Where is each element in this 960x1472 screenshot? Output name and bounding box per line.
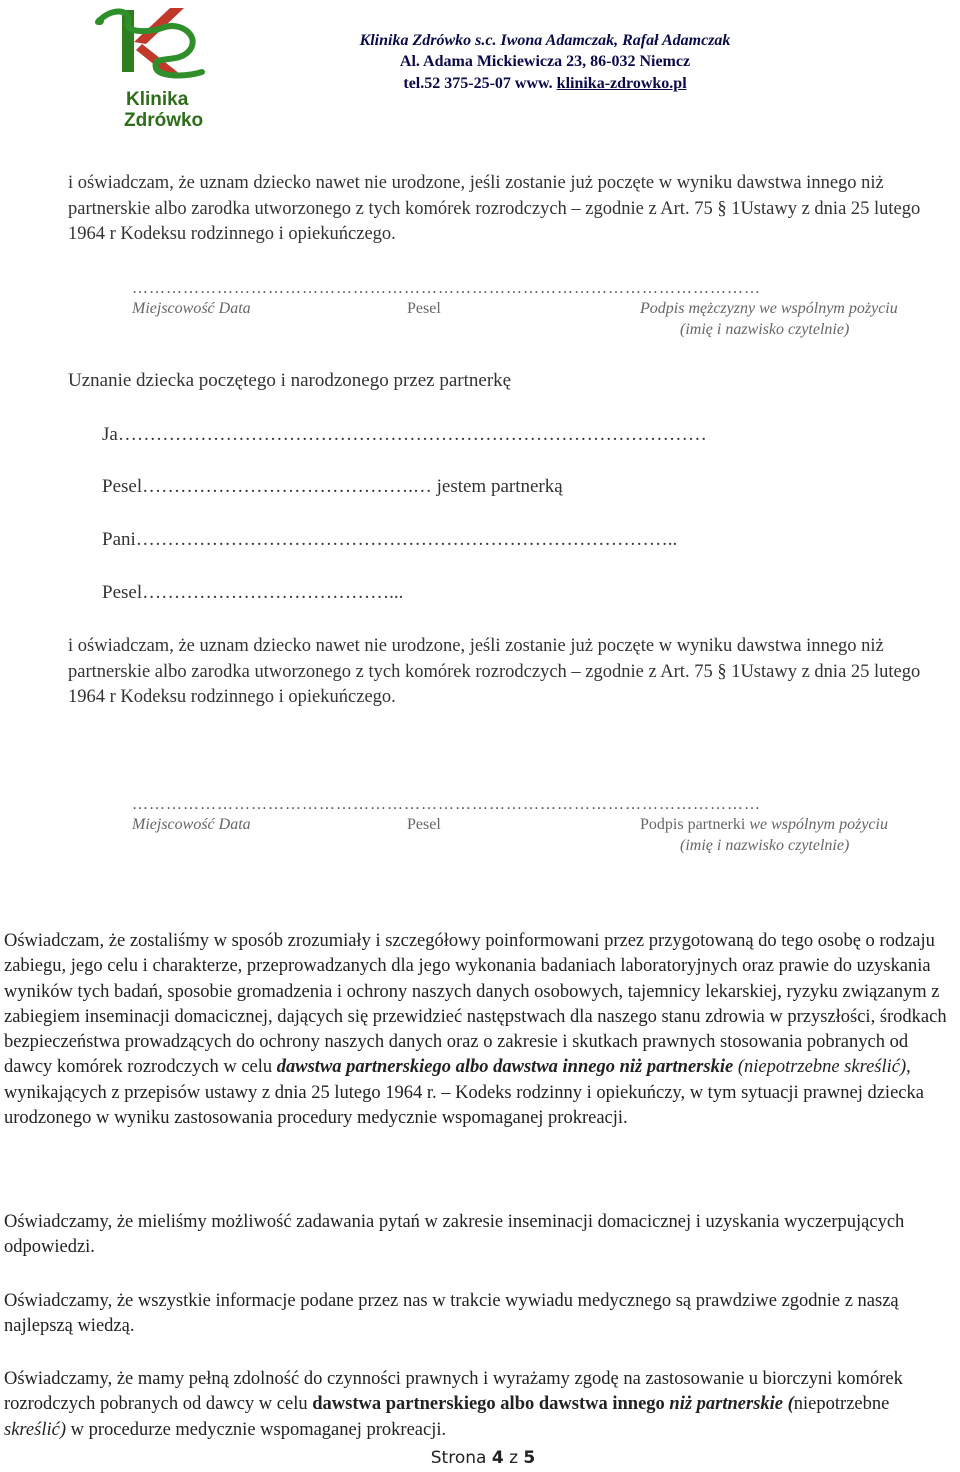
logo-text-klinika: Klinika: [126, 89, 189, 110]
label-pesel-2: Pesel: [407, 816, 441, 833]
label-place-date: Miejscowość Data: [132, 300, 251, 317]
header-clinic-name: Klinika Zdrówko s.c. Iwona Adamczak, Rafał Adamczak: [359, 32, 731, 49]
declaration-informed-italic: (niepotrzebne skreślić): [737, 1057, 907, 1078]
label-name-legibly: (imię i nazwisko czytelnie): [680, 321, 850, 338]
field-ja[interactable]: Ja…………………………………………………………………………………: [102, 424, 707, 445]
declaration-informed-text: Oświadczam, że zostaliśmy w sposób zrozumiały i szczegółowy poinformowani przez przygotowaną do tego osobę o rodzaju zabiegu, jego celu i charakterze, przeprowadzanych dla jego wykonania badaniach laboratoryjnych oraz prawie do uzyskania wyników tych badań, sposobie gromadzenia i ochrony naszych danych osobowych, tajemnicy lekarskiej, ryzyku związanym z zabiegiem inseminacji domacicznej, dających się przewidzieć następstwach dla naszego stanu zdrowia w przyszłości, środkach bezpieczeństwa prowadzących do ochrony naszych danych oraz o zakresie i skutkach prawnych stosowania pobranych od dawcy komórek rozrodczych w celu: [4, 931, 947, 1078]
field-pesel-2[interactable]: Pesel…………………………………...: [102, 582, 404, 603]
statement-partner: i oświadczam, że uznam dziecko nawet nie urodzone, jeśli zostanie już poczęte w wyniku dawstwa innego niż partnerskie albo zarodka utworzonego z tych komórek rozrodczych – zgodnie z Art. 75 § 1Ustawy z dnia 25 lutego 1964 r Kodeksu rodzinnego i opiekuńczego.: [68, 636, 921, 707]
declaration-consent-italic: skreślić): [4, 1419, 66, 1440]
declaration-informed: [4, 929, 950, 1131]
clinic-logo: [92, 2, 222, 131]
header-contact: [300, 75, 790, 93]
declaration-consent-bold: dawstwa partnerskiego albo dawstwa innego: [312, 1394, 665, 1415]
label-name-legibly-2: (imię i nazwisko czytelnie): [680, 837, 850, 854]
header-address: Al. Adama Mickiewicza 23, 86-032 Niemcz: [399, 53, 691, 70]
field-pesel-1[interactable]: Pesel…………………………………….… jestem partnerką: [102, 476, 563, 497]
declaration-consent-tail: w procedurze medycznie wspomaganej prokreacji.: [66, 1419, 447, 1440]
statement-man: i oświadczam, że uznam dziecko nawet nie urodzone, jeśli zostanie już poczęte w wyniku dawstwa innego niż partnerskie albo zarodka utworzonego z tych komórek rozrodczych – zgodnie z Art. 75 § 1Ustawy z dnia 25 lutego 1964 r Kodeksu rodzinnego i opiekuńczego.: [68, 173, 921, 244]
declaration-questions: Oświadczamy, że mieliśmy możliwość zadawania pytań w zakresie inseminacji domacicznej i uzyskania wyczerpujących odpowiedzi.: [4, 1212, 905, 1258]
declaration-truthful: Oświadczamy, że wszystkie informacje podane przez nas w trakcie wywiadu medycznego są prawdziwe zgodnie z naszą najlepszą wiedzą.: [4, 1291, 899, 1337]
label-pesel: Pesel: [407, 300, 441, 317]
field-pani[interactable]: Pani…………………………………………………………………………..: [102, 529, 678, 550]
declaration-consent-bold-italic: niż partnerskie (: [669, 1394, 794, 1415]
page-current: 4: [491, 1448, 504, 1468]
header-phone: tel.52 375-25-07 www.: [403, 75, 557, 92]
page-separator: z: [503, 1448, 524, 1468]
heading-partner-acknowledgement: Uznanie dziecka poczętego i narodzonego przez partnerkę: [68, 370, 512, 391]
declaration-informed-bold: dawstwa partnerskiego albo dawstwa innego niż partnerskie: [276, 1057, 734, 1078]
signature-line-man: …………………………………………………………………………………………………: [132, 280, 761, 297]
page-total: 5: [523, 1448, 536, 1468]
page-number: [0, 1448, 960, 1468]
label-partner-signature: [640, 816, 888, 834]
declaration-consent: [4, 1367, 950, 1443]
signature-line-partner: …………………………………………………………………………………………………: [132, 796, 761, 813]
label-partner-signature-italic: we wspólnym pożyciu: [749, 816, 888, 833]
logo-text-zdrowko: Zdrówko: [124, 110, 204, 131]
label-man-signature: Podpis mężczyzny we wspólnym pożyciu: [640, 300, 898, 317]
declaration-consent-plain: niepotrzebne: [793, 1394, 890, 1415]
declaration-consent-text: Oświadczamy, że mamy pełną zdolność do czynności prawnych i wyrażamy zgodę na zastosowanie u biorczyni komórek rozrodczych pobranych od dawcy w celu: [4, 1369, 903, 1415]
logo-k-snake-icon: [92, 2, 222, 82]
header-website-link[interactable]: klinika-zdrowko.pl: [556, 75, 687, 92]
label-place-date-2: Miejscowość Data: [132, 816, 251, 833]
label-partner-signature-plain: Podpis partnerki: [640, 816, 750, 833]
declaration-informed-tail: , wynikających z przepisów ustawy z dnia 25 lutego 1964 r. – Kodeks rodzinny i opiekuńczy, w tym sytuacji prawnej dziecka urodzonego w wyniku zastosowania procedury medycznie wspomaganej prokreacji.: [4, 1057, 924, 1129]
page-label: Strona: [430, 1448, 492, 1468]
